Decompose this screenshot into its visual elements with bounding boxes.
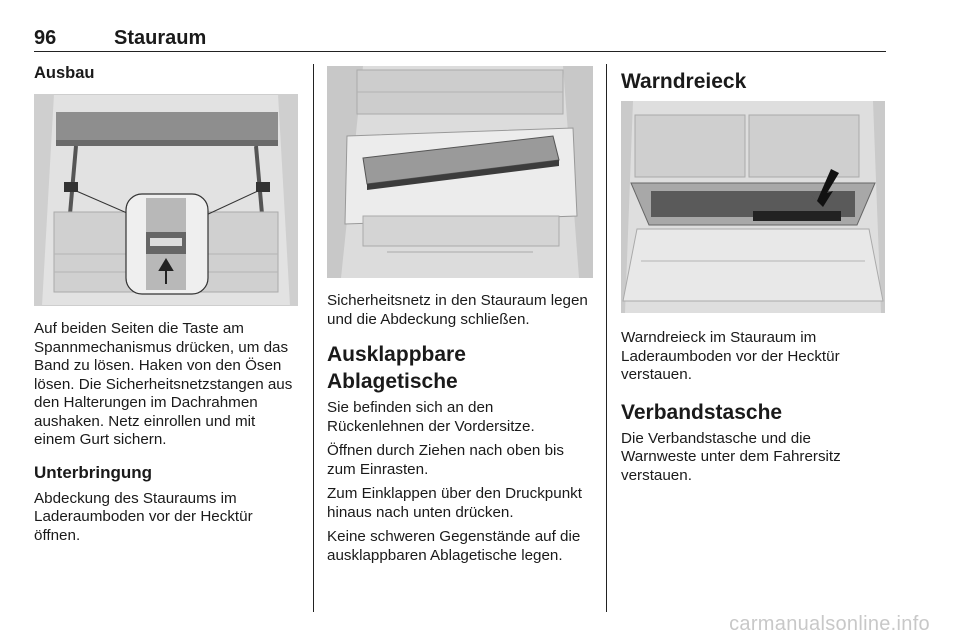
figure-warning-triangle-storage [621,101,885,313]
page-header [34,27,886,52]
paragraph-tables-1: Sie befinden sich an den Rückenlehnen der Vordersitze. [327,399,535,435]
paragraph-tables-4: Keine schweren Gegenstände auf die ausklappbaren Ablagetische legen. [327,528,581,564]
paragraph-unterbringung: Abdeckung des Stauraums im Laderaumboden vor der Hecktür öffnen. [34,489,253,544]
paragraph-warndreieck: Warndreieck im Stauraum im Laderaumboden vor der Hecktür verstauen. [621,329,840,383]
figure-safety-net-removal [34,94,298,306]
column-middle [327,62,593,565]
heading-ablagetische: Ausklappbare Ablagetische [327,343,466,393]
page-title: Stauraum [114,27,207,49]
heading-unterbringung: Unterbringung [34,462,153,482]
heading-warndreieck: Warndreieck [621,70,747,93]
heading-verbandstasche: Verbandstasche [621,400,783,424]
paragraph-net: Sicherheitsnetz in den Stauraum legen und die Abdeckung schließen. [327,292,588,328]
column-divider [606,64,607,612]
figure-net-in-storage [327,66,593,278]
column-right [621,62,887,485]
paragraph-tables-3: Zum Einklappen über den Druckpunkt hinaus nach unten drücken. [327,485,582,521]
column-left [34,62,300,545]
column-divider [313,64,314,612]
heading-ausbau: Ausbau [34,64,95,82]
page-number: 96 [34,27,57,49]
paragraph-ausbau: Auf beiden Seiten die Taste am Spannmechanismus drücken, um das Band zu lösen. Haken von den Ösen lösen. Die Sicherheitsnetzstangen aus den Halterungen im Dachrahmen aushaken. Netz einrollen und mit einem Gurt sichern. [34,320,293,448]
watermark: carmanualsonline.info [729,613,930,635]
paragraph-tables-2: Öffnen durch Ziehen nach oben bis zum Einrasten. [327,442,564,478]
paragraph-verbandstasche: Die Verbandstasche und die Warnweste unter dem Fahrersitz verstauen. [621,429,841,484]
